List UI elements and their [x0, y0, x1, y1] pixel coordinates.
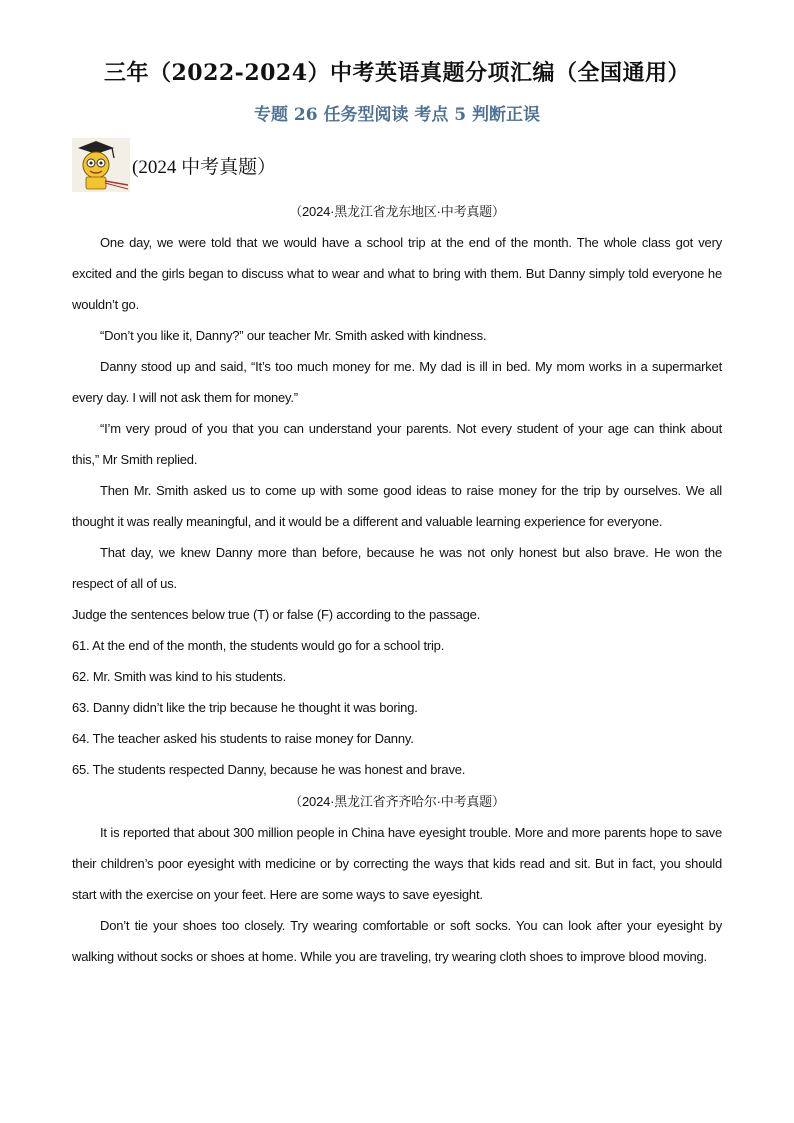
document-subtitle: 专题 26 任务型阅读 考点 5 判断正误 — [253, 105, 541, 125]
passage-paragraph: “Don’t you like it, Danny?” our teacher Mr. Smith asked with kindness. — [100, 328, 487, 343]
passage-source: （2024·黑龙江省龙东地区·中考真题） — [289, 204, 505, 219]
question-item: 61. At the end of the month, the students would go for a school trip. — [72, 638, 445, 653]
passage-paragraph: Danny stood up and said, “It’s too much money for me. My dad is ill in bed. My mom works in a supermarket every day. I will not ask them for money.” — [72, 359, 722, 405]
passage-source: （2024·黑龙江省齐齐哈尔·中考真题） — [289, 794, 505, 809]
passage-paragraph: Then Mr. Smith asked us to come up with some good ideas to raise money for the trip by ourselves. We all thought it was really meaningful, and it would be a different and valuable learning experience for everyone. — [72, 483, 722, 529]
question-item: 62. Mr. Smith was kind to his students. — [72, 669, 287, 684]
document-title: 三年（2022-2024）中考英语真题分项汇编（全国通用） — [103, 60, 691, 86]
passage-paragraph: “I’m very proud of you that you can understand your parents. Not every student of your age can think about this,” Mr Smith replied. — [72, 421, 722, 467]
passage-paragraph: That day, we knew Danny more than before, because he was not only honest but also brave. He won the respect of all of us. — [72, 545, 722, 591]
question-item: 63. Danny didn’t like the trip because he thought it was boring. — [72, 700, 418, 715]
passage-1 — [72, 196, 722, 785]
passage-paragraph: One day, we were told that we would have a school trip at the end of the month. The whole class got very excited and the girls began to discuss what to wear and what to bring with them. But Danny simply told everyone he wouldn’t go. — [72, 235, 722, 312]
question-instruction: Judge the sentences below true (T) or false (F) according to the passage. — [72, 607, 481, 622]
question-item: 65. The students respected Danny, because he was honest and brave. — [72, 762, 466, 777]
passage-paragraph: Don’t tie your shoes too closely. Try wearing comfortable or soft socks. You can look after your eyesight by walking without socks or shoes at home. While you are traveling, try wearing cloth shoes to improve blood moving. — [72, 918, 722, 964]
section-header — [72, 138, 472, 192]
section-label: (2024 中考真题） — [132, 157, 277, 178]
passage-paragraph: It is reported that about 300 million people in China have eyesight trouble. More and more parents hope to save their children’s poor eyesight with medicine or by correcting the ways that kids read and sit. But in fact, you should start with the exercise on your feet. Here are some ways to save eyesight. — [72, 825, 722, 902]
graduate-cartoon-icon — [72, 138, 130, 192]
passage-2 — [72, 786, 722, 972]
question-item: 64. The teacher asked his students to raise money for Danny. — [72, 731, 414, 746]
